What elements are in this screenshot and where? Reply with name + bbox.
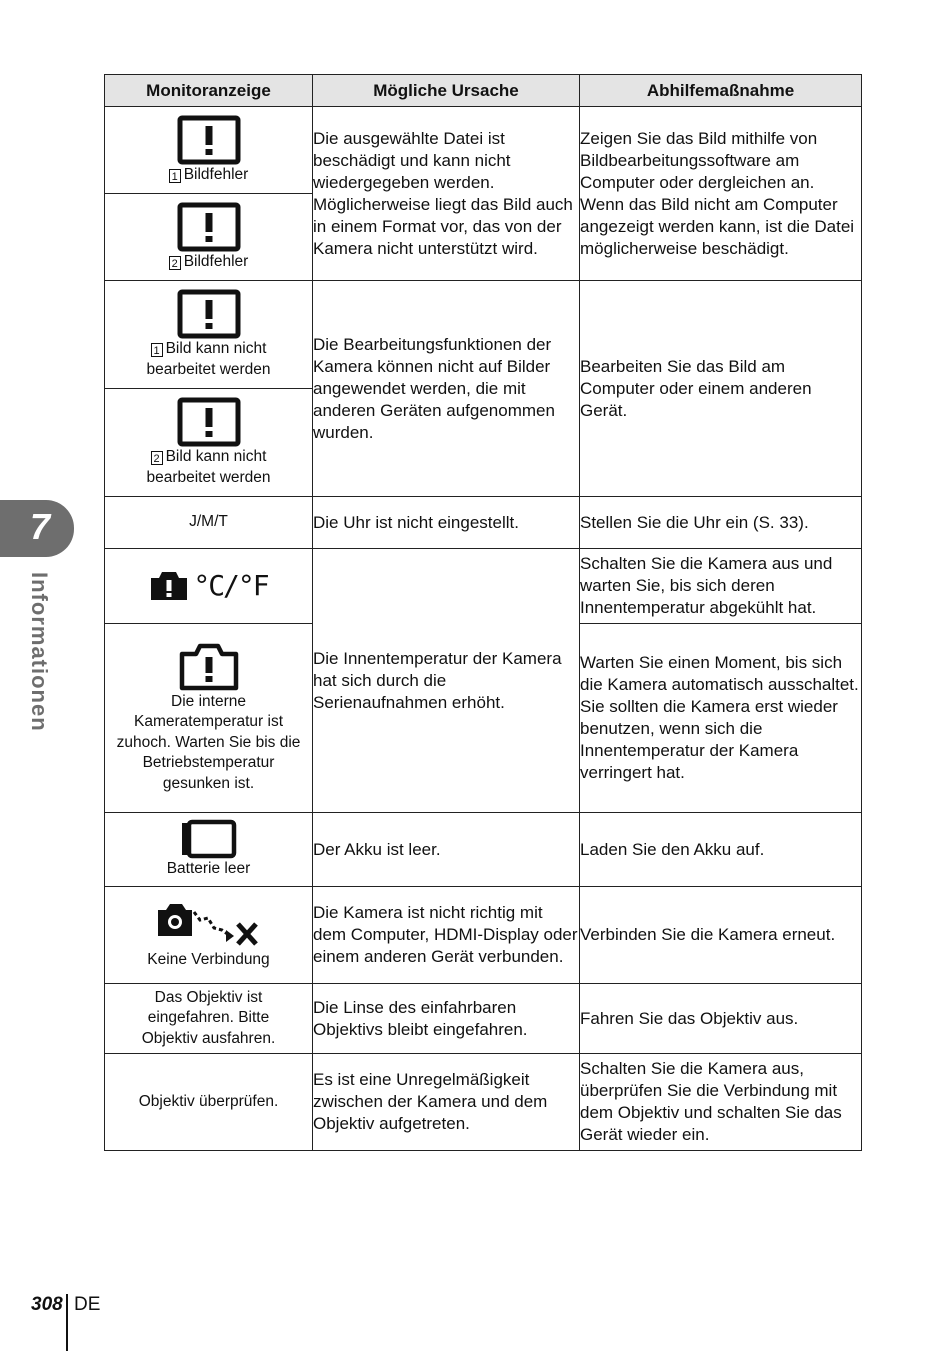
remedy-cell: Verbinden Sie die Kamera erneut. bbox=[580, 887, 862, 984]
monitor-text: Bildfehler bbox=[183, 252, 249, 270]
warning-screen-icon bbox=[177, 289, 241, 339]
cause-cell: Die Bearbeitungsfunktionen der Kamera können nicht auf Bilder angewendet werden, die mit anderen Geräten aufgenommen wurden. bbox=[313, 281, 580, 497]
cause-cell: Der Akku ist leer. bbox=[313, 813, 580, 887]
chapter-title-vertical bbox=[22, 572, 62, 732]
warning-screen-icon bbox=[177, 202, 241, 252]
cause-cell: Die Uhr ist nicht eingestellt. bbox=[313, 497, 580, 549]
language-code: DE bbox=[74, 1294, 101, 1315]
monitor-cell: J/M/T bbox=[105, 497, 313, 549]
warning-screen-icon bbox=[177, 115, 241, 165]
remedy-cell: Laden Sie den Akku auf. bbox=[580, 813, 862, 887]
monitor-label bbox=[105, 165, 312, 186]
chapter-tab bbox=[0, 500, 74, 557]
camera-warning-icon bbox=[178, 642, 240, 692]
monitor-cell bbox=[105, 549, 313, 624]
remedy-cell: Schalten Sie die Kamera aus, überprüfen Sie die Verbindung mit dem Objektiv und schalten Sie das Gerät wieder ein. bbox=[580, 1054, 862, 1151]
page-number: 308 bbox=[31, 1294, 63, 1315]
monitor-label bbox=[105, 252, 312, 273]
remedy-cell: Fahren Sie das Objektiv aus. bbox=[580, 984, 862, 1054]
footer-divider bbox=[66, 1294, 68, 1351]
monitor-cell bbox=[105, 194, 313, 281]
camera-warning-icon bbox=[149, 570, 189, 602]
header-monitoranzeige: Monitoranzeige bbox=[105, 75, 313, 107]
remedy-cell bbox=[580, 624, 862, 813]
monitor-text: Bildfehler bbox=[183, 165, 249, 183]
temperature-indicator bbox=[105, 570, 312, 602]
table-row bbox=[105, 107, 862, 194]
monitor-text: Batterie leer bbox=[166, 860, 251, 878]
monitor-label-line2: bearbeitet werden bbox=[146, 360, 271, 378]
remedy-cell: Stellen Sie die Uhr ein (S. 33). bbox=[580, 497, 862, 549]
remedy-cell: Schalten Sie die Kamera aus und warten Sie, bis sich deren Innentemperatur abgekühlt hat. bbox=[580, 549, 862, 624]
monitor-cell bbox=[105, 813, 313, 887]
chapter-number: 7 bbox=[30, 506, 51, 547]
remedy-cell: Zeigen Sie das Bild mithilfe von Bildbearbeitungssoftware am Computer oder dergleichen an. Wenn das Bild nicht am Computer angezeigt werden kann, ist die Datei möglicherweise beschädigt. bbox=[580, 107, 862, 281]
monitor-cell: Objektiv überprüfen. bbox=[105, 1054, 313, 1151]
table-row bbox=[105, 281, 862, 389]
header-ursache: Mögliche Ursache bbox=[313, 75, 580, 107]
monitor-cell bbox=[105, 281, 313, 389]
table-row bbox=[105, 984, 862, 1054]
chapter-title: Informationen bbox=[27, 572, 52, 732]
table-row bbox=[105, 887, 862, 984]
card-slot-2-icon: 2 bbox=[151, 451, 163, 465]
card-slot-1-icon: 1 bbox=[169, 169, 181, 183]
cause-cell: Die ausgewählte Datei ist beschädigt und kann nicht wiedergegeben werden. Möglicherweise liegt das Bild auch in einem Format vor, das von der Kamera nicht unterstützt wird. bbox=[313, 107, 580, 281]
card-slot-1-icon: 1 bbox=[151, 343, 163, 357]
monitor-text: Bild kann nicht bbox=[165, 340, 267, 357]
table-row bbox=[105, 813, 862, 887]
monitor-cell bbox=[105, 624, 313, 813]
cause-cell: Es ist eine Unregelmäßigkeit zwischen der Kamera und dem Objektiv aufgetreten. bbox=[313, 1054, 580, 1151]
camera-no-connection-icon bbox=[154, 900, 264, 950]
monitor-cell bbox=[105, 107, 313, 194]
warning-screen-icon bbox=[177, 397, 241, 447]
monitor-label bbox=[105, 339, 312, 360]
monitor-text: Die interne Kameratemperatur ist zuhoch. Warten Sie bis die Betriebstemperatur gesunken ist. bbox=[116, 692, 301, 792]
error-message-table bbox=[104, 74, 862, 1151]
table-row bbox=[105, 497, 862, 549]
monitor-label-line2: bearbeitet werden bbox=[146, 468, 271, 486]
table-header-row bbox=[105, 75, 862, 107]
monitor-cell bbox=[105, 887, 313, 984]
monitor-label bbox=[105, 447, 312, 468]
monitor-cell: Das Objektiv ist eingefahren. Bitte Objektiv ausfahren. bbox=[105, 984, 313, 1054]
remedy-text: Warten Sie einen Moment, bis sich die Kamera automatisch ausschaltet. bbox=[580, 653, 859, 694]
temperature-unit-text: °C/°F bbox=[193, 568, 268, 602]
cause-cell: Die Innentemperatur der Kamera hat sich durch die Serienaufnahmen erhöht. bbox=[313, 549, 580, 813]
card-slot-2-icon: 2 bbox=[169, 256, 181, 270]
table-row bbox=[105, 1054, 862, 1151]
battery-empty-icon bbox=[180, 819, 238, 859]
header-abhilfe: Abhilfemaßnahme bbox=[580, 75, 862, 107]
monitor-text: Keine Verbindung bbox=[147, 950, 270, 968]
monitor-cell bbox=[105, 389, 313, 497]
table-row bbox=[105, 549, 862, 624]
monitor-text: Bild kann nicht bbox=[165, 448, 267, 465]
cause-cell: Die Kamera ist nicht richtig mit dem Computer, HDMI-Display oder einem anderen Gerät verbunden. bbox=[313, 887, 580, 984]
cause-cell: Die Linse des einfahrbaren Objektivs bleibt eingefahren. bbox=[313, 984, 580, 1054]
remedy-text: Sie sollten die Kamera erst wieder benutzen, wenn sich die Innentemperatur der Kamera verringert hat. bbox=[580, 697, 838, 782]
remedy-cell: Bearbeiten Sie das Bild am Computer oder einem anderen Gerät. bbox=[580, 281, 862, 497]
